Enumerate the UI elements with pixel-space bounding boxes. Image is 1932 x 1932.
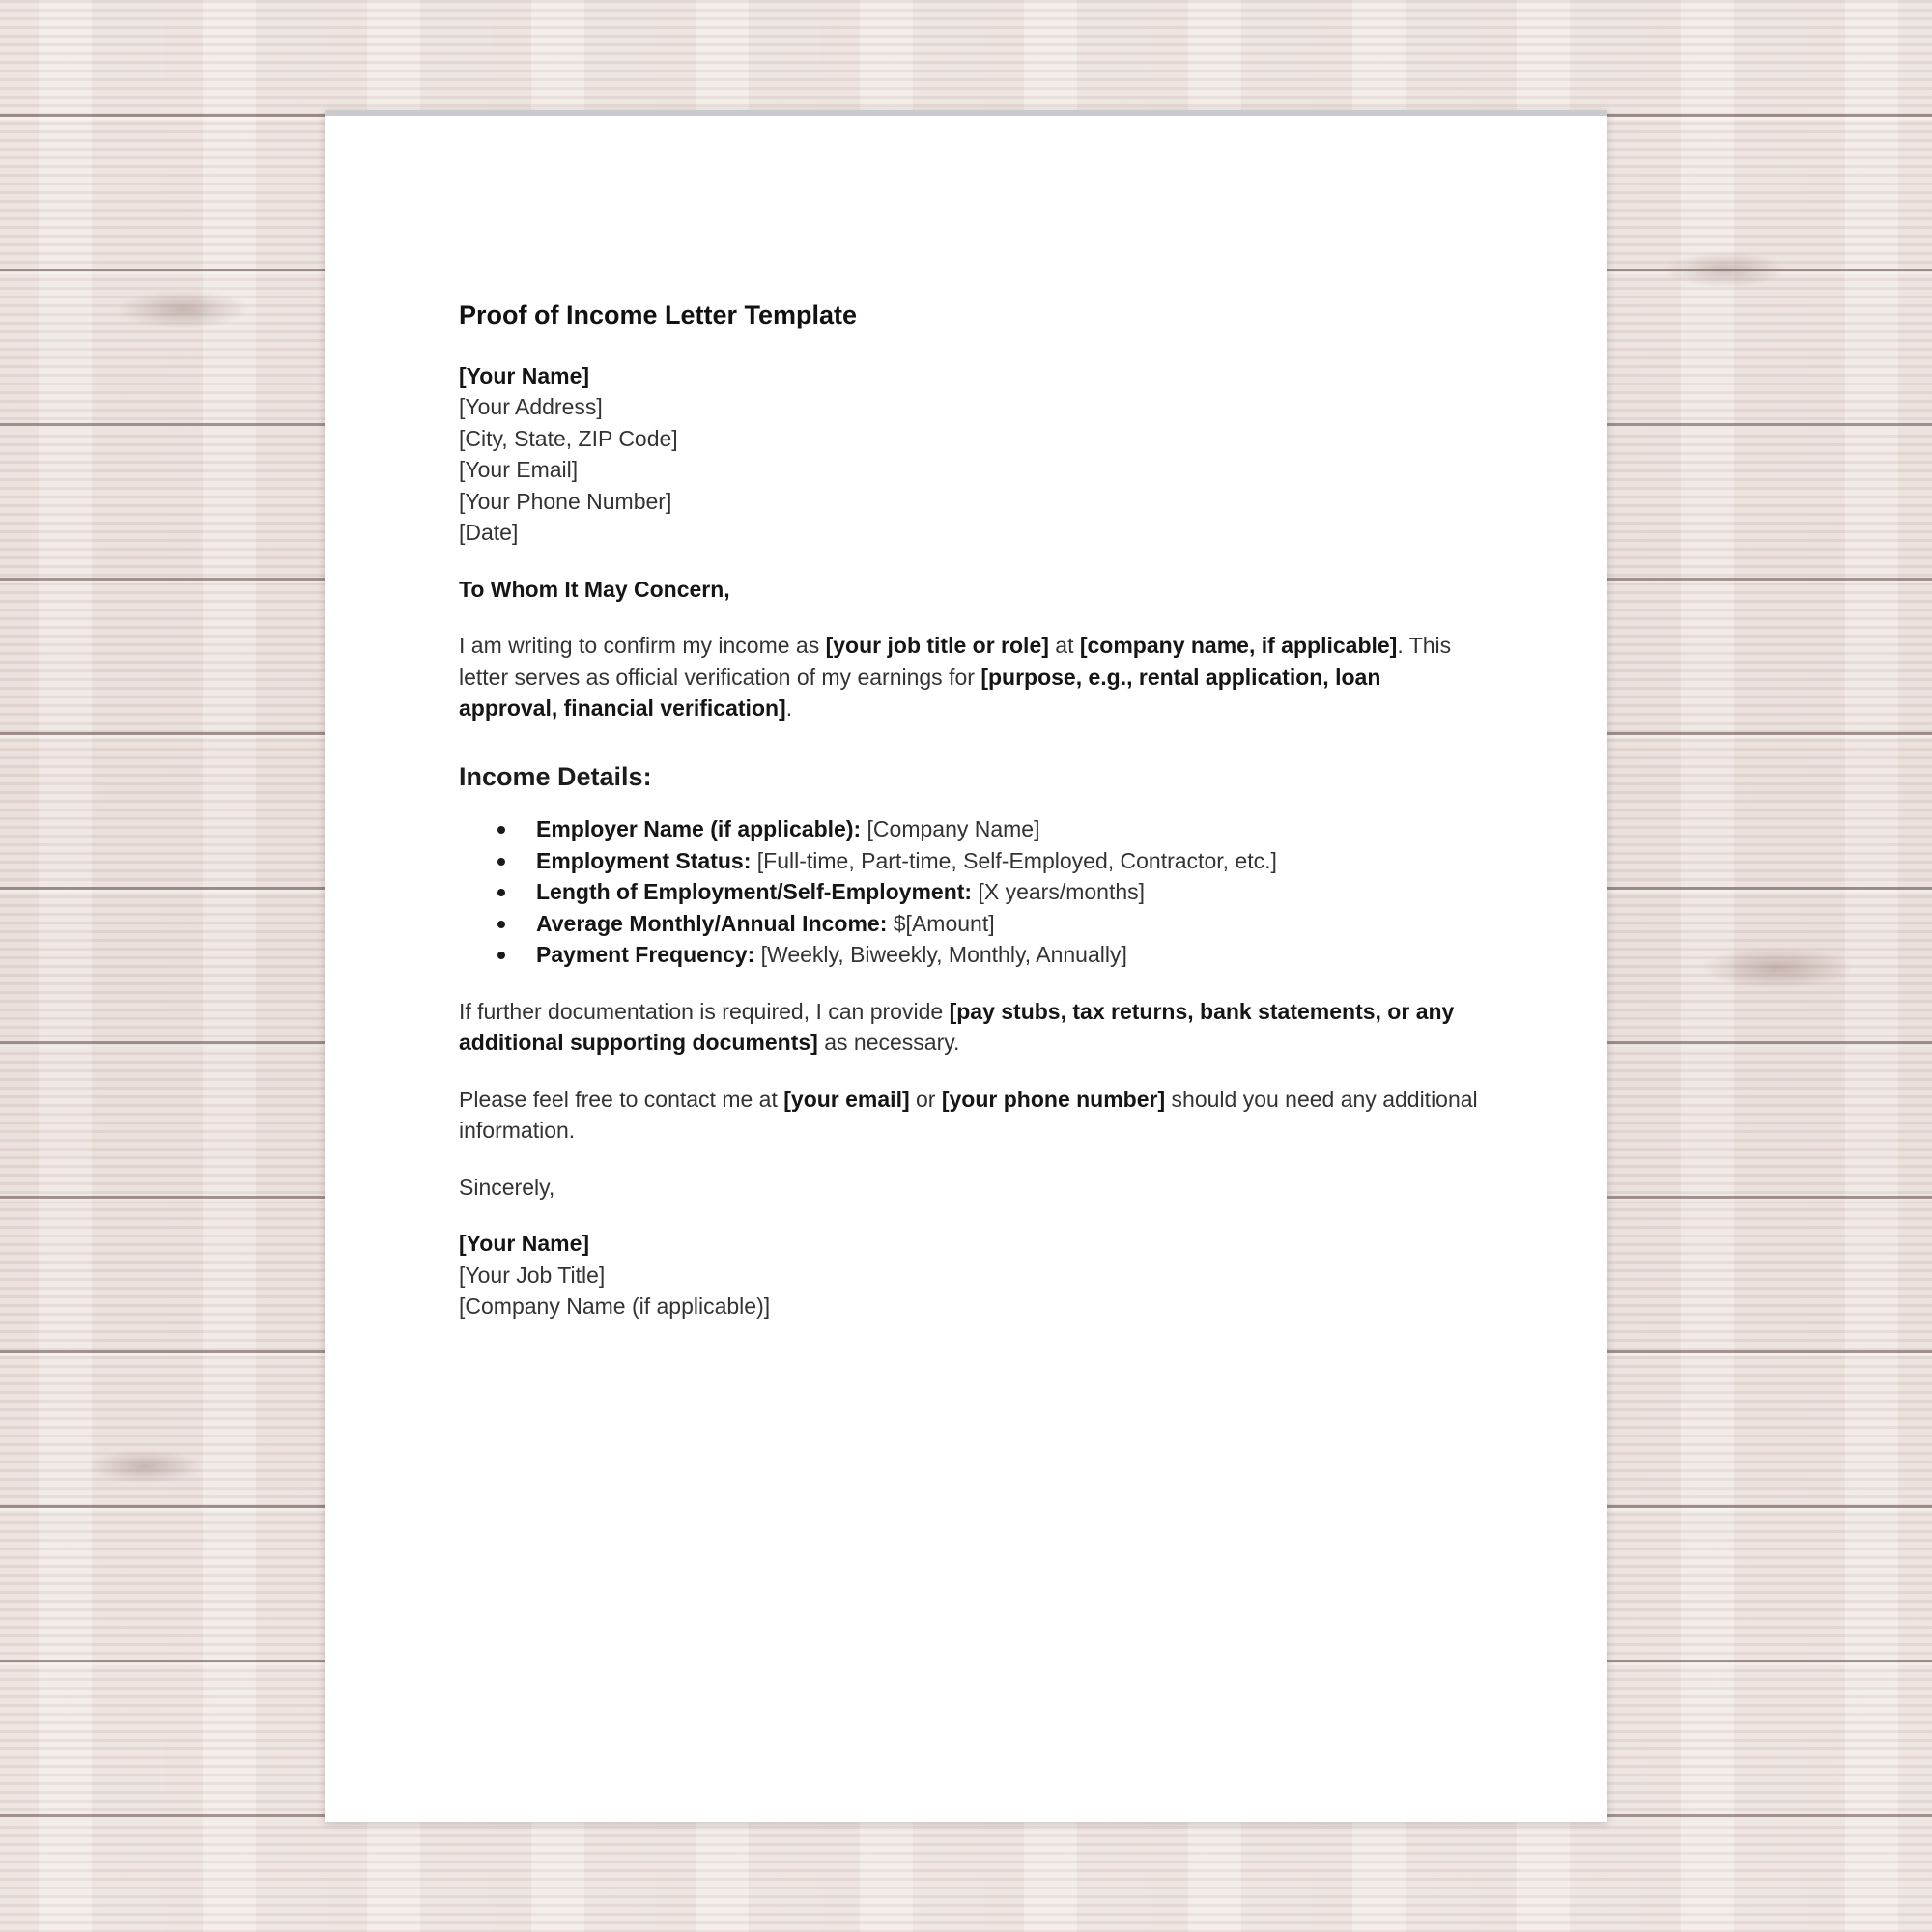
contact-email: [your email] <box>783 1086 910 1112</box>
sender-block <box>459 360 1483 549</box>
intro-purpose: [purpose, e.g., rental application, loan approval, financial verification] <box>459 664 1381 721</box>
list-item <box>497 939 1483 971</box>
documentation-items: [pay stubs, tax returns, bank statements, or any additional supporting documents] <box>459 998 1455 1055</box>
contact-phone: [your phone number] <box>941 1086 1166 1112</box>
item-label: Length of Employment/Self-Employment: <box>536 879 973 904</box>
intro-paragraph <box>459 630 1483 724</box>
item-value: [Full-time, Part-time, Self-Employed, Contractor, etc.] <box>751 847 1277 873</box>
signature-name: [Your Name] <box>459 1231 590 1256</box>
letter-date: [Date] <box>459 520 519 545</box>
income-details-heading: Income Details: <box>459 761 652 791</box>
signature-job-title: [Your Job Title] <box>459 1262 606 1288</box>
bullet-icon <box>497 826 505 834</box>
bullet-icon <box>497 952 505 959</box>
intro-company-name: [company name, if applicable] <box>1079 633 1398 658</box>
sender-name: [Your Name] <box>459 362 590 388</box>
closing: Sincerely, <box>459 1174 555 1200</box>
contact-text-1: Please feel free to contact me at <box>459 1086 784 1112</box>
sender-address: [Your Address] <box>459 394 603 419</box>
bullet-icon <box>497 858 505 866</box>
item-label: Employment Status: <box>536 847 752 873</box>
item-label: Employer Name (if applicable): <box>536 816 862 841</box>
list-item <box>497 876 1483 908</box>
documentation-text-1: If further documentation is required, I can provide <box>459 998 950 1024</box>
wood-knot <box>1662 251 1787 288</box>
list-item <box>497 845 1483 877</box>
document-page <box>325 110 1607 1822</box>
sender-city-state-zip: [City, State, ZIP Code] <box>459 425 678 451</box>
documentation-paragraph <box>459 996 1483 1059</box>
item-value: $[Amount] <box>887 910 995 936</box>
intro-text-4: . <box>785 696 793 721</box>
document-title: Proof of Income Letter Template <box>459 300 858 329</box>
item-value: [Weekly, Biweekly, Monthly, Annually] <box>754 942 1127 967</box>
signature-company: [Company Name (if applicable)] <box>459 1293 771 1319</box>
list-item <box>497 813 1483 845</box>
list-item <box>497 908 1483 940</box>
item-label: Average Monthly/Annual Income: <box>536 910 888 936</box>
income-details-list <box>459 813 1483 971</box>
bullet-icon <box>497 921 505 928</box>
contact-paragraph <box>459 1084 1483 1147</box>
item-value: [X years/months] <box>972 879 1146 904</box>
intro-text-1: I am writing to confirm my income as <box>459 633 826 658</box>
wood-knot <box>87 1449 203 1484</box>
signature-block <box>459 1228 1483 1322</box>
sender-email: [Your Email] <box>459 457 579 482</box>
salutation: To Whom It May Concern, <box>459 576 730 602</box>
intro-job-title: [your job title or role] <box>825 633 1049 658</box>
intro-text-2: at <box>1048 633 1080 658</box>
sender-phone: [Your Phone Number] <box>459 488 672 514</box>
wood-knot <box>1700 947 1855 989</box>
item-label: Payment Frequency: <box>536 942 755 967</box>
contact-text-3: should you need any additional information. <box>459 1086 1478 1143</box>
intro-text-3: . This letter serves as official verification of my earnings for <box>459 633 1452 690</box>
bullet-icon <box>497 889 505 896</box>
documentation-text-2: as necessary. <box>817 1030 960 1055</box>
contact-text-2: or <box>909 1086 942 1112</box>
wood-knot <box>116 290 251 328</box>
item-value: [Company Name] <box>861 816 1040 841</box>
letter-content <box>459 299 1483 1348</box>
